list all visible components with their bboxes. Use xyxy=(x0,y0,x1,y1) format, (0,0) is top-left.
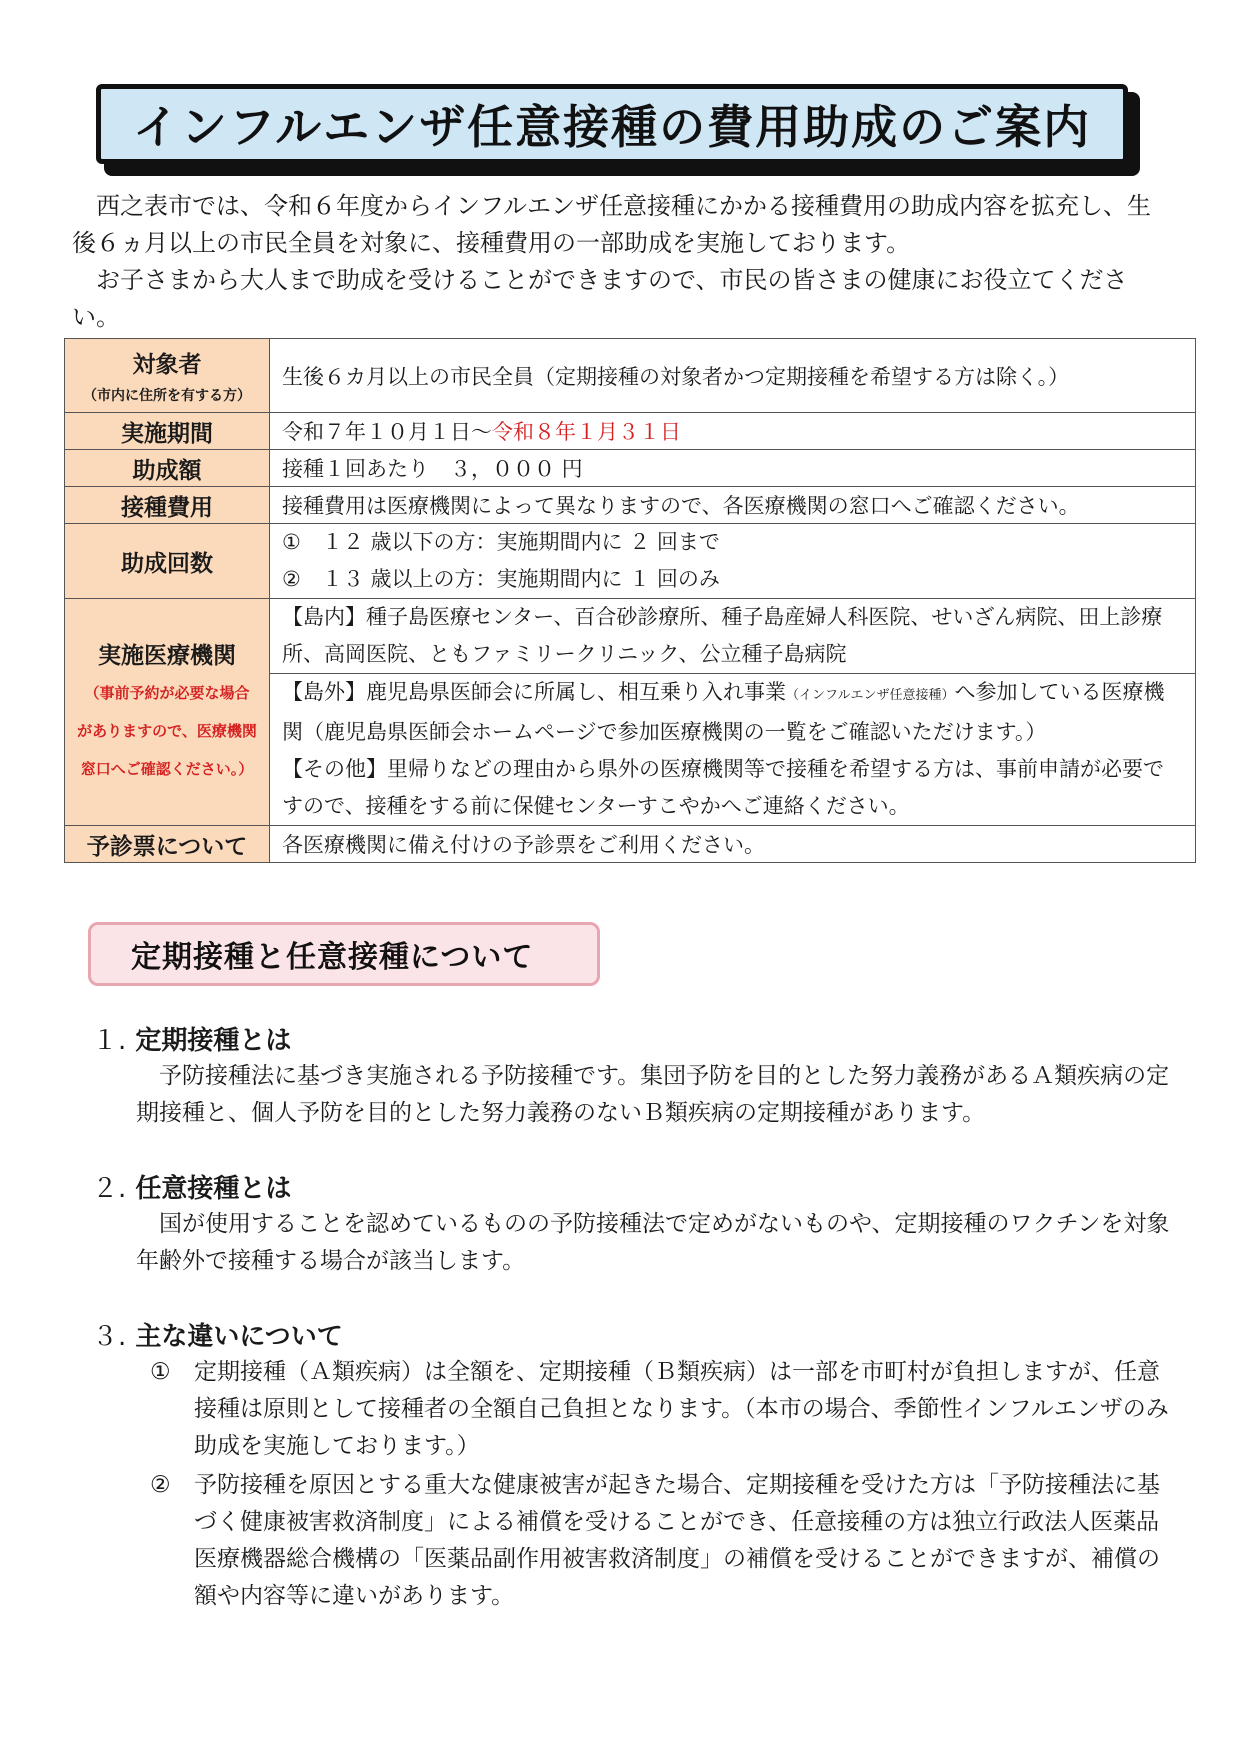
target-label: 対象者 xyxy=(132,352,202,378)
cost-label: 接種費用 xyxy=(65,487,270,524)
intro-paragraph-1: 西之表市では、令和６年度からインフルエンザ任意接種にかかる接種費用の助成内容を拡充し、生後６ヵ月以上の市民全員を対象に、接種費用の一部助成を実施しております。 xyxy=(72,192,1152,257)
count-value xyxy=(270,524,1196,599)
item1-title-text: 定期接種とは xyxy=(135,1026,292,1056)
institutions-label: 実施医療機関 xyxy=(98,642,236,669)
difference-1-mark: ① xyxy=(150,1359,171,1385)
difference-1-text: 定期接種（Ａ類疾病）は全額を、定期接種（Ｂ類疾病）は一部を市町村が負担しますが、任意接種は原則として接種者の全額自己負担となります。（本市の場合、季節性インフルエンザのみ助成を実施しております。） xyxy=(194,1359,1169,1459)
intro xyxy=(72,188,1172,336)
info-table xyxy=(64,338,1196,863)
difference-1 xyxy=(150,1354,1180,1465)
item2-title xyxy=(92,1168,291,1205)
target-sublabel: （市内に住所を有する方） xyxy=(83,388,251,404)
page-title: インフルエンザ任意接種の費用助成のご案内 xyxy=(132,100,1092,154)
item1-body: 予防接種法に基づき実施される予防接種です。集団予防を目的とした努力義務があるＡ類疾病の定期接種と、個人予防を目的とした努力義務のないＢ類疾病の定期接種があります。 xyxy=(136,1063,1170,1126)
row-target xyxy=(65,339,1196,413)
island-in: 【島内】種子島医療センター、百合砂診療所、種子島産婦人科医院、せいざん病院、田上診療所、高岡医院、ともファミリークリニック、公立種子島病院 xyxy=(270,599,1196,674)
item2-body: 国が使用することを認めているものの予防接種法で定めがないものや、定期接種のワクチンを対象年齢外で接種する場合が該当します。 xyxy=(136,1211,1170,1274)
amount-label: 助成額 xyxy=(65,450,270,487)
row-amount xyxy=(65,450,1196,487)
item1-title xyxy=(92,1020,291,1057)
institutions-out-cell xyxy=(270,674,1196,826)
row-count xyxy=(65,524,1196,599)
difference-2-text: 予防接種を原因とする重大な健康被害が起きた場合、定期接種を受けた方は「予防接種法に基づく健康被害救済制度」による補償を受けることができ、任意接種の方は独立行政法人医薬品医療機器総合機構の「医薬品副作用被害救済制度」の補償を受けることができますが、補償の額や内容等に違いがあります。 xyxy=(194,1472,1160,1609)
count-line-1: ① １２ 歳以下の方：実施期間内に ２ 回まで xyxy=(282,530,720,554)
count-label: 助成回数 xyxy=(65,524,270,599)
difference-2 xyxy=(150,1467,1180,1615)
count-line-2: ② １３ 歳以上の方：実施期間内に １ 回のみ xyxy=(282,567,720,591)
difference-2-mark: ② xyxy=(150,1472,171,1498)
row-questionnaire xyxy=(65,826,1196,863)
period-start: 令和７年１０月１日～ xyxy=(282,420,492,444)
cost-value: 接種費用は医療機関によって異なりますので、各医療機関の窓口へご確認ください。 xyxy=(270,487,1196,524)
item3-title-text: 主な違いについて xyxy=(135,1322,343,1352)
item3-title xyxy=(92,1316,343,1353)
period-value xyxy=(270,413,1196,450)
row-institutions-in xyxy=(65,599,1196,674)
section-heading-badge xyxy=(88,922,600,986)
period-end: 令和８年１月３１日 xyxy=(492,420,681,444)
title-box xyxy=(96,84,1128,164)
institutions-note-2: がありますので、医療機関 xyxy=(77,721,257,740)
island-out-small: （インフルエンザ任意接種） xyxy=(786,688,955,703)
item1-number: １. xyxy=(92,1026,127,1056)
row-period xyxy=(65,413,1196,450)
period-label: 実施期間 xyxy=(65,413,270,450)
item3-number: ３. xyxy=(92,1322,127,1352)
section-heading: 定期接種と任意接種について xyxy=(131,940,534,975)
questionnaire-label: 予診票について xyxy=(65,826,270,863)
amount-value: 接種１回あたり ３，０００ 円 xyxy=(270,450,1196,487)
row-cost xyxy=(65,487,1196,524)
institutions-note-1: （事前予約が必要な場合 xyxy=(84,683,250,702)
island-out-text-b: へ参加している医療機関（鹿児島県医師会ホームページで参加医療機関の一覧をご確認いただけます。） xyxy=(282,680,1165,744)
target-header xyxy=(65,339,270,413)
target-value: 生後６カ月以上の市民全員（定期接種の対象者かつ定期接種を希望する方は除く。） xyxy=(270,339,1196,413)
intro-paragraph-2: お子さまから大人まで助成を受けることができますので、市民の皆さまの健康にお役立てください。 xyxy=(72,266,1128,331)
questionnaire-value: 各医療機関に備え付けの予診票をご利用ください。 xyxy=(270,826,1196,863)
institutions-header xyxy=(65,599,270,826)
item2-title-text: 任意接種とは xyxy=(135,1174,292,1204)
institutions-note-3: 窓口へご確認ください。） xyxy=(80,759,254,778)
island-out-text-a: 【島外】鹿児島県医師会に所属し、相互乗り入れ事業 xyxy=(282,680,786,704)
item2-number: ２. xyxy=(92,1174,127,1204)
other-text: 【その他】里帰りなどの理由から県外の医療機関等で接種を希望する方は、事前申請が必要ですので、接種をする前に保健センターすこやかへご連絡ください。 xyxy=(282,757,1164,818)
